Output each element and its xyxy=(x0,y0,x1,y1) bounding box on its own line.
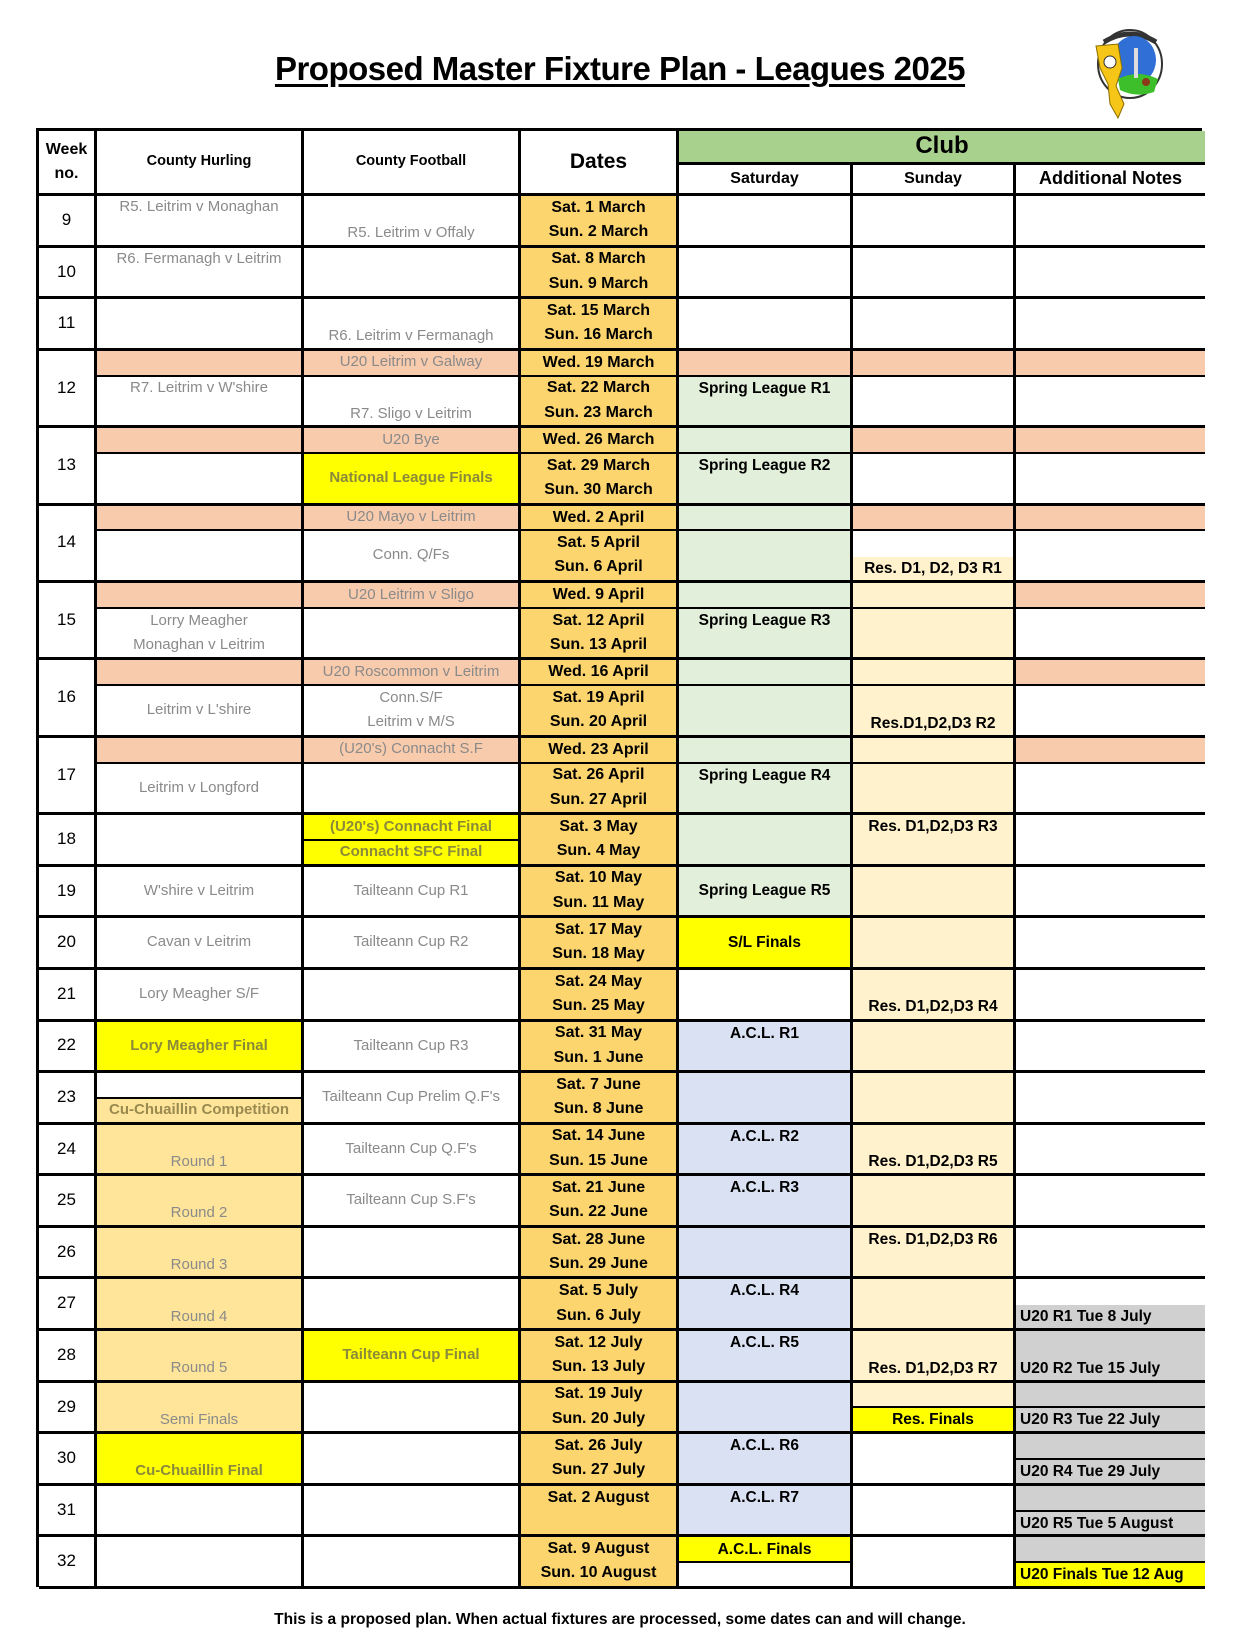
club-sunday-cell xyxy=(853,196,1016,248)
date-cell xyxy=(521,531,679,583)
notes-midweek-cell xyxy=(1016,506,1205,532)
club-sunday-cell xyxy=(853,1486,1016,1538)
notes-cell xyxy=(1016,1073,1205,1125)
club-sunday-midweek-cell xyxy=(853,506,1016,532)
date-cell xyxy=(521,609,679,661)
date-saturday: Sat. 9 August xyxy=(547,1540,650,1558)
date-sunday: Sun. 18 May xyxy=(552,945,645,963)
football-midweek-cell: U20 Leitrim v Sligo xyxy=(304,583,521,609)
date-saturday: Sat. 17 May xyxy=(554,921,643,939)
cell-line: Conn.S/F xyxy=(379,689,443,707)
club-saturday-cell xyxy=(679,248,853,300)
football-cell: R5. Leitrim v Offaly xyxy=(304,196,521,248)
hurling-cell xyxy=(97,454,304,506)
date-saturday: Sat. 8 March xyxy=(551,250,646,268)
date-sunday: Sun. 22 June xyxy=(549,1203,648,1221)
football-cell: R6. Leitrim v Fermanagh xyxy=(304,299,521,351)
date-sunday: Sun. 20 April xyxy=(549,713,648,731)
notes-cell: U20 R5 Tue 5 August xyxy=(1016,1512,1205,1538)
hurling-midweek-cell xyxy=(97,506,304,532)
date-cell xyxy=(521,1486,679,1538)
header-week-no: Week no. xyxy=(39,131,97,196)
notes-cell xyxy=(1016,970,1205,1022)
date-saturday: Sat. 26 July xyxy=(554,1437,643,1454)
club-saturday-cell: A.C.L. R3 xyxy=(679,1176,853,1228)
date-saturday: Sat. 21 June xyxy=(551,1179,646,1197)
notes-cell xyxy=(1016,1022,1205,1074)
football-cell xyxy=(304,686,521,738)
date-saturday: Sat. 10 May xyxy=(554,869,643,887)
week-number: 22 xyxy=(39,1022,97,1074)
week-number: 27 xyxy=(39,1279,97,1331)
week-number: 23 xyxy=(39,1073,97,1125)
week-number: 14 xyxy=(39,506,97,583)
football-cell: R7. Sligo v Leitrim xyxy=(304,377,521,429)
date-sunday: Sun. 15 June xyxy=(549,1151,648,1169)
club-saturday-cell xyxy=(679,1383,853,1435)
club-saturday-cell: Spring League R5 xyxy=(679,867,853,919)
hurling-cell: Leitrim v L'shire xyxy=(97,686,304,738)
notes-cell: U20 R1 Tue 8 July xyxy=(1016,1305,1205,1331)
notes-cell: U20 Finals Tue 12 Aug xyxy=(1016,1563,1205,1589)
week-number: 18 xyxy=(39,815,97,867)
football-cell: Tailteann Cup Prelim Q.F's xyxy=(304,1073,521,1125)
date-cell xyxy=(521,454,679,506)
club-sunday-cell xyxy=(853,1073,1016,1125)
date-saturday: Sat. 31 May xyxy=(554,1024,643,1042)
club-sunday-cell xyxy=(853,531,1016,557)
club-saturday-cell: A.C.L. R2 xyxy=(679,1125,853,1177)
notes-midweek-cell xyxy=(1016,351,1205,377)
date-sunday: Sun. 10 August xyxy=(540,1564,657,1582)
club-saturday-midweek-cell xyxy=(679,351,853,377)
date-cell xyxy=(521,299,679,351)
club-sunday-cell xyxy=(853,867,1016,919)
week-number: 17 xyxy=(39,738,97,815)
club-saturday-cell xyxy=(679,1073,853,1125)
hurling-cell: Round 1 xyxy=(97,1125,304,1177)
week-number: 13 xyxy=(39,428,97,505)
football-cell: Tailteann Cup R1 xyxy=(304,867,521,919)
date-cell xyxy=(521,1383,679,1435)
football-cell xyxy=(304,1486,521,1538)
week-number: 26 xyxy=(39,1228,97,1280)
date-wednesday: Wed. 26 March xyxy=(521,428,679,454)
week-number: 12 xyxy=(39,351,97,428)
page-title: Proposed Master Fixture Plan - Leagues 2025 xyxy=(274,50,966,87)
notes-cell xyxy=(1016,377,1205,429)
club-saturday-cell: Spring League R2 xyxy=(679,454,853,506)
date-sunday: Sun. 6 July xyxy=(556,1306,641,1324)
notes-cell xyxy=(1016,918,1205,970)
notes-cell xyxy=(1016,1486,1205,1512)
week-number: 15 xyxy=(39,583,97,660)
date-cell xyxy=(521,918,679,970)
notes-cell xyxy=(1016,764,1205,816)
hurling-cell xyxy=(97,1486,304,1538)
notes-cell xyxy=(1016,1279,1205,1305)
notes-midweek-cell xyxy=(1016,428,1205,454)
club-sunday-cell xyxy=(853,1022,1016,1074)
notes-cell xyxy=(1016,1176,1205,1228)
club-sunday-cell: Res. D1,D2,D3 R7 xyxy=(853,1331,1016,1383)
date-saturday: Sat. 5 July xyxy=(558,1282,639,1300)
football-midweek-cell: U20 Leitrim v Galway xyxy=(304,351,521,377)
week-number: 30 xyxy=(39,1434,97,1486)
date-saturday: Sat. 19 April xyxy=(552,688,645,706)
club-sunday-midweek-cell xyxy=(853,351,1016,377)
date-cell xyxy=(521,248,679,300)
week-number: 25 xyxy=(39,1176,97,1228)
date-cell xyxy=(521,1279,679,1331)
notes-cell xyxy=(1016,299,1205,351)
cell-line: Leitrim v M/S xyxy=(367,712,455,730)
hurling-cell: Round 5 xyxy=(97,1331,304,1383)
club-saturday-cell: S/L Finals xyxy=(679,918,853,970)
football-cell: Tailteann Cup S.F's xyxy=(304,1176,521,1228)
football-cell: National League Finals xyxy=(304,454,521,506)
date-cell xyxy=(521,970,679,1022)
club-saturday-midweek-cell xyxy=(679,738,853,764)
football-midweek-cell: (U20's) Connacht S.F xyxy=(304,738,521,764)
date-cell xyxy=(521,1022,679,1074)
notes-cell xyxy=(1016,867,1205,919)
date-saturday: Sat. 14 June xyxy=(551,1127,646,1145)
date-sunday: Sun. 13 July xyxy=(551,1358,646,1376)
football-cell xyxy=(304,248,521,300)
week-number: 9 xyxy=(39,196,97,248)
football-cell: (U20's) Connacht Final xyxy=(304,815,521,841)
date-sunday: Sun. 16 March xyxy=(544,326,653,344)
club-saturday-cell: A.C.L. R7 xyxy=(679,1486,853,1538)
date-saturday: Sat. 5 April xyxy=(557,534,640,552)
date-saturday: Sat. 1 March xyxy=(551,198,646,216)
club-sunday-cell: Res. Finals xyxy=(853,1408,1016,1434)
notes-cell: U20 R3 Tue 22 July xyxy=(1016,1408,1205,1434)
date-saturday: Sat. 15 March xyxy=(546,301,651,319)
date-cell xyxy=(521,815,679,867)
date-sunday: Sun. 6 April xyxy=(554,558,643,576)
hurling-cell: Round 2 xyxy=(97,1176,304,1228)
hurling-cell: R5. Leitrim v Monaghan xyxy=(97,196,304,248)
date-saturday: Sat. 28 June xyxy=(551,1230,646,1248)
football-cell: Tailteann Cup Q.F's xyxy=(304,1125,521,1177)
week-number: 16 xyxy=(39,660,97,737)
club-saturday-cell: A.C.L. R4 xyxy=(679,1279,853,1331)
date-cell xyxy=(521,1125,679,1177)
football-cell: Tailteann Cup R3 xyxy=(304,1022,521,1074)
hurling-cell: Semi Finals xyxy=(97,1383,304,1435)
week-number: 24 xyxy=(39,1125,97,1177)
hurling-cell xyxy=(97,609,304,661)
notes-cell xyxy=(1016,531,1205,583)
date-cell xyxy=(521,1537,679,1589)
week-number: 19 xyxy=(39,867,97,919)
notes-cell xyxy=(1016,454,1205,506)
date-cell xyxy=(521,1228,679,1280)
club-saturday-cell: Spring League R3 xyxy=(679,609,853,661)
notes-cell xyxy=(1016,1125,1205,1177)
date-sunday: Sun. 27 April xyxy=(549,790,648,808)
club-saturday-midweek-cell xyxy=(679,660,853,686)
date-sunday: Sun. 13 April xyxy=(549,635,648,653)
notes-cell xyxy=(1016,815,1205,867)
club-sunday-cell: Res. D1,D2,D3 R4 xyxy=(853,970,1016,1022)
hurling-midweek-cell xyxy=(97,738,304,764)
date-saturday: Sat. 29 March xyxy=(546,456,651,474)
week-number: 32 xyxy=(39,1537,97,1589)
club-saturday-cell xyxy=(679,1228,853,1280)
club-saturday-midweek-cell xyxy=(679,428,853,454)
date-cell xyxy=(521,377,679,429)
date-saturday: Sat. 3 May xyxy=(559,817,638,835)
club-saturday-cell xyxy=(679,299,853,351)
date-wednesday: Wed. 23 April xyxy=(521,738,679,764)
date-cell xyxy=(521,1434,679,1486)
club-saturday-cell: Spring League R1 xyxy=(679,377,853,429)
hurling-midweek-cell xyxy=(97,583,304,609)
hurling-cell: Cu-Chuaillin Competition xyxy=(97,1099,304,1125)
hurling-cell: R7. Leitrim v W'shire xyxy=(97,377,304,429)
club-saturday-midweek-cell xyxy=(679,506,853,532)
date-saturday: Sat. 22 March xyxy=(546,379,651,397)
notes-cell: U20 R2 Tue 15 July xyxy=(1016,1331,1205,1383)
date-wednesday: Wed. 2 April xyxy=(521,506,679,532)
club-saturday-cell xyxy=(679,815,853,867)
club-sunday-cell xyxy=(853,609,1016,661)
week-number: 20 xyxy=(39,918,97,970)
week-number: 21 xyxy=(39,970,97,1022)
hurling-midweek-cell xyxy=(97,660,304,686)
date-cell xyxy=(521,764,679,816)
date-saturday: Sat. 26 April xyxy=(552,766,645,784)
club-saturday-cell: A.C.L. R1 xyxy=(679,1022,853,1074)
football-cell xyxy=(304,1537,521,1589)
football-cell: Tailteann Cup R2 xyxy=(304,918,521,970)
club-sunday-cell xyxy=(853,1383,1016,1409)
club-sunday-cell: Res. D1,D2,D3 R3 xyxy=(853,815,1016,867)
date-cell xyxy=(521,1073,679,1125)
club-saturday-cell xyxy=(679,196,853,248)
date-sunday xyxy=(596,1514,600,1531)
notes-cell xyxy=(1016,1537,1205,1563)
fixture-table xyxy=(36,128,1202,1587)
hurling-cell: W'shire v Leitrim xyxy=(97,867,304,919)
club-saturday-cell: A.C.L. R6 xyxy=(679,1434,853,1486)
club-saturday-cell: A.C.L. R5 xyxy=(679,1331,853,1383)
week-number: 31 xyxy=(39,1486,97,1538)
date-sunday: Sun. 20 July xyxy=(551,1409,646,1427)
football-cell: Conn. Q/Fs xyxy=(304,531,521,583)
hurling-cell: Leitrim v Longford xyxy=(97,764,304,816)
hurling-midweek-cell xyxy=(97,428,304,454)
club-sunday-cell xyxy=(853,764,1016,816)
club-sunday-cell xyxy=(853,1537,1016,1589)
date-sunday: Sun. 2 March xyxy=(548,223,649,241)
notes-cell xyxy=(1016,1228,1205,1280)
hurling-cell xyxy=(97,1537,304,1589)
club-saturday-cell xyxy=(679,686,853,738)
header-county-hurling: County Hurling xyxy=(97,131,304,196)
notes-midweek-cell xyxy=(1016,583,1205,609)
club-sunday-cell xyxy=(853,377,1016,429)
hurling-cell: Lory Meagher S/F xyxy=(97,970,304,1022)
notes-cell xyxy=(1016,609,1205,661)
club-sunday-cell: Res.D1,D2,D3 R2 xyxy=(853,686,1016,738)
football-cell: Tailteann Cup Final xyxy=(304,1331,521,1383)
football-cell xyxy=(304,609,521,661)
notes-cell xyxy=(1016,686,1205,738)
cell-line: Lorry Meagher xyxy=(150,612,248,630)
week-number: 10 xyxy=(39,248,97,300)
header-club: Club xyxy=(679,131,1205,165)
club-sunday-cell xyxy=(853,1279,1016,1331)
hurling-cell: R6. Fermanagh v Leitrim xyxy=(97,248,304,300)
club-sunday-cell: Res. D1,D2,D3 R5 xyxy=(853,1125,1016,1177)
date-cell xyxy=(521,1331,679,1383)
football-cell: Connacht SFC Final xyxy=(304,841,521,867)
date-sunday: Sun. 11 May xyxy=(552,893,645,911)
hurling-cell: Round 4 xyxy=(97,1279,304,1331)
hurling-cell: Lory Meagher Final xyxy=(97,1022,304,1074)
date-saturday: Sat. 19 July xyxy=(554,1385,643,1403)
week-number: 28 xyxy=(39,1331,97,1383)
football-midweek-cell: U20 Bye xyxy=(304,428,521,454)
club-saturday-cell xyxy=(679,1563,853,1589)
date-sunday: Sun. 30 March xyxy=(544,481,653,499)
cell-line: Monaghan v Leitrim xyxy=(133,635,265,653)
notes-midweek-cell xyxy=(1016,660,1205,686)
club-saturday-midweek-cell xyxy=(679,583,853,609)
football-midweek-cell: U20 Roscommon v Leitrim xyxy=(304,660,521,686)
date-cell xyxy=(521,867,679,919)
date-wednesday: Wed. 9 April xyxy=(521,583,679,609)
notes-cell xyxy=(1016,196,1205,248)
notes-cell xyxy=(1016,1383,1205,1409)
club-sunday-midweek-cell xyxy=(853,583,1016,609)
club-sunday-cell xyxy=(853,918,1016,970)
date-saturday: Sat. 12 July xyxy=(554,1333,643,1351)
hurling-midweek-cell xyxy=(97,351,304,377)
football-cell xyxy=(304,1383,521,1435)
date-saturday: Sat. 12 April xyxy=(552,611,645,629)
hurling-cell: Cu-Chuaillin Final xyxy=(97,1434,304,1486)
date-cell xyxy=(521,196,679,248)
football-cell xyxy=(304,764,521,816)
date-saturday: Sat. 2 August xyxy=(547,1488,650,1506)
club-saturday-cell: Spring League R4 xyxy=(679,764,853,816)
club-sunday-midweek-cell xyxy=(853,738,1016,764)
club-sunday-cell xyxy=(853,299,1016,351)
notes-cell xyxy=(1016,1434,1205,1460)
date-sunday: Sun. 9 March xyxy=(548,274,649,292)
club-sunday-midweek-cell xyxy=(853,428,1016,454)
date-wednesday: Wed. 16 April xyxy=(521,660,679,686)
hurling-cell xyxy=(97,299,304,351)
hurling-cell xyxy=(97,531,304,583)
notes-cell xyxy=(1016,248,1205,300)
date-cell xyxy=(521,686,679,738)
hurling-cell: Round 3 xyxy=(97,1228,304,1280)
header-additional-notes: Additional Notes xyxy=(1016,165,1205,196)
club-saturday-cell xyxy=(679,970,853,1022)
notes-midweek-cell xyxy=(1016,738,1205,764)
hurling-cell xyxy=(97,1073,304,1099)
football-cell xyxy=(304,1434,521,1486)
date-sunday: Sun. 23 March xyxy=(544,403,653,421)
date-sunday: Sun. 8 June xyxy=(553,1100,644,1118)
date-wednesday: Wed. 19 March xyxy=(521,351,679,377)
date-sunday: Sun. 1 June xyxy=(553,1048,644,1066)
date-sunday: Sun. 29 June xyxy=(549,1254,648,1272)
hurling-cell xyxy=(97,815,304,867)
club-sunday-cell xyxy=(853,248,1016,300)
club-saturday-cell xyxy=(679,531,853,583)
week-number: 29 xyxy=(39,1383,97,1435)
date-saturday: Sat. 7 June xyxy=(556,1075,641,1093)
club-sunday-cell: Res. D1, D2, D3 R1 xyxy=(853,557,1016,583)
notes-cell: U20 R4 Tue 29 July xyxy=(1016,1460,1205,1486)
club-saturday-cell: A.C.L. Finals xyxy=(679,1537,853,1563)
week-number: 11 xyxy=(39,299,97,351)
club-sunday-cell xyxy=(853,1434,1016,1486)
header-saturday: Saturday xyxy=(679,165,853,196)
footer-note: This is a proposed plan. When actual fixtures are processed, some dates can and will change. xyxy=(274,1611,966,1628)
header-county-football: County Football xyxy=(304,131,521,196)
football-cell xyxy=(304,1279,521,1331)
hurling-cell: Cavan v Leitrim xyxy=(97,918,304,970)
club-sunday-cell xyxy=(853,454,1016,506)
club-sunday-midweek-cell xyxy=(853,660,1016,686)
header-dates: Dates xyxy=(521,131,679,196)
header-sunday: Sunday xyxy=(853,165,1016,196)
club-sunday-cell: Res. D1,D2,D3 R6 xyxy=(853,1228,1016,1280)
leitrim-crest-icon xyxy=(1088,24,1168,119)
date-sunday: Sun. 27 July xyxy=(551,1461,646,1479)
football-midweek-cell: U20 Mayo v Leitrim xyxy=(304,506,521,532)
date-cell xyxy=(521,1176,679,1228)
football-cell xyxy=(304,1228,521,1280)
date-sunday: Sun. 4 May xyxy=(556,842,641,860)
football-cell xyxy=(304,970,521,1022)
date-sunday: Sun. 25 May xyxy=(552,996,645,1014)
club-sunday-cell xyxy=(853,1176,1016,1228)
date-saturday: Sat. 24 May xyxy=(554,972,643,990)
